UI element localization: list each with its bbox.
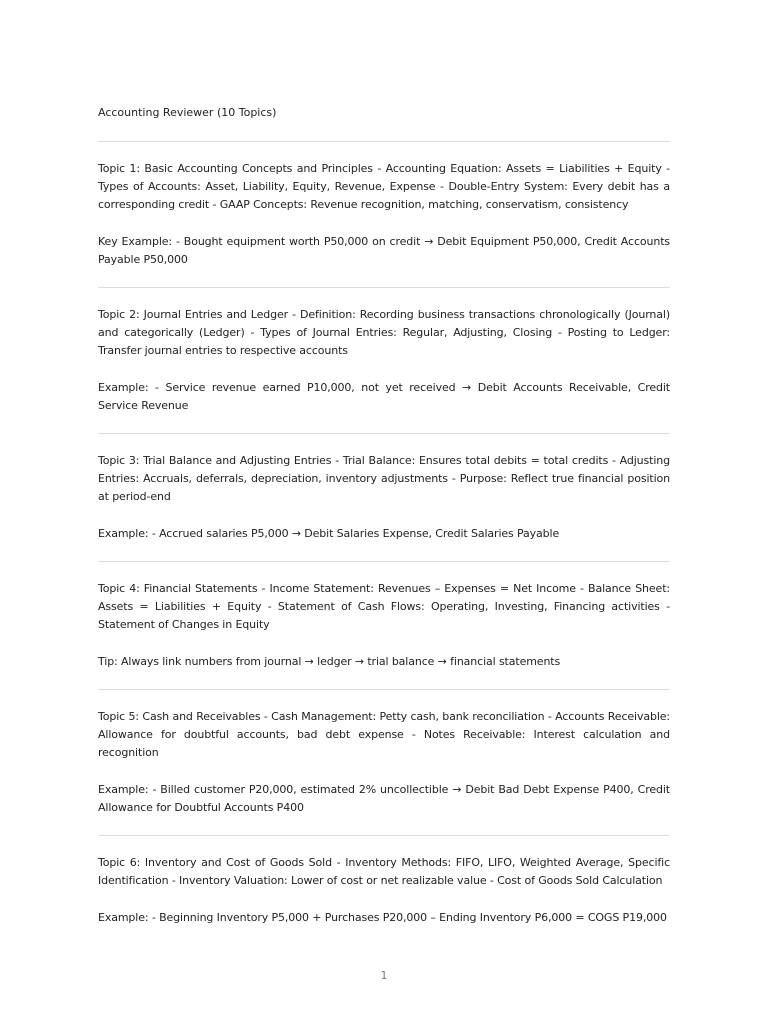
topic-1-summary: Topic 1: Basic Accounting Concepts and Principles - Accounting Equation: Assets = Liabilities + Equity - Types of Accounts: Asset, Liability, Equity, Revenue, Expense - Double-Entry System: Every debit has a corresponding credit - GAAP Concepts: Revenue recognition, matching, conservatism, consistency	[98, 162, 670, 211]
topic-1-example: Key Example: - Bought equipment worth P50,000 on credit → Debit Equipment P50,000, Credit Accounts Payable P50,000	[98, 235, 670, 266]
topic-3-summary: Topic 3: Trial Balance and Adjusting Entries - Trial Balance: Ensures total debits = total credits - Adjusting Entries: Accruals, deferrals, depreciation, inventory adjustments - Purpose: Reflect true financial position at period-end	[98, 454, 670, 503]
topic-3-section	[98, 434, 670, 561]
topic-1-section	[98, 142, 670, 287]
topic-6-summary: Topic 6: Inventory and Cost of Goods Sold - Inventory Methods: FIFO, LIFO, Weighted Average, Specific Identification - Inventory Valuation: Lower of cost or net realizable value - Cost of Goods Sold Calculation	[98, 856, 670, 887]
topic-4-summary: Topic 4: Financial Statements - Income Statement: Revenues – Expenses = Net Income - Balance Sheet: Assets = Liabilities + Equity - Statement of Cash Flows: Operating, Investing, Financing activities - Statement of Changes in Equity	[98, 582, 670, 631]
topic-4-tip: Tip: Always link numbers from journal → ledger → trial balance → financial statements	[98, 655, 561, 668]
topic-5-example: Example: - Billed customer P20,000, estimated 2% uncollectible → Debit Bad Debt Expense P400, Credit Allowance for Doubtful Accounts P400	[98, 783, 670, 814]
topic-5-section	[98, 690, 670, 835]
topic-6-example: Example: - Beginning Inventory P5,000 + Purchases P20,000 – Ending Inventory P6,000 = COGS P19,000	[98, 911, 667, 924]
topic-2-example: Example: - Service revenue earned P10,000, not yet received → Debit Accounts Receivable, Credit Service Revenue	[98, 381, 670, 412]
document-page	[98, 104, 670, 945]
topic-4-section	[98, 562, 670, 689]
topic-6-section	[98, 836, 670, 945]
page-number: 1	[380, 969, 388, 982]
topic-2-section	[98, 288, 670, 433]
topic-2-summary: Topic 2: Journal Entries and Ledger - Definition: Recording business transactions chronologically (Journal) and categorically (Ledger) - Types of Journal Entries: Regular, Adjusting, Closing - Posting to Ledger: Transfer journal entries to respective accounts	[98, 308, 670, 357]
topic-5-summary: Topic 5: Cash and Receivables - Cash Management: Petty cash, bank reconciliation - Accounts Receivable: Allowance for doubtful accounts, bad debt expense - Notes Receivable: Interest calculation and recognition	[98, 710, 670, 759]
document-title: Accounting Reviewer (10 Topics)	[98, 106, 277, 119]
topic-3-example: Example: - Accrued salaries P5,000 → Debit Salaries Expense, Credit Salaries Payable	[98, 527, 560, 540]
